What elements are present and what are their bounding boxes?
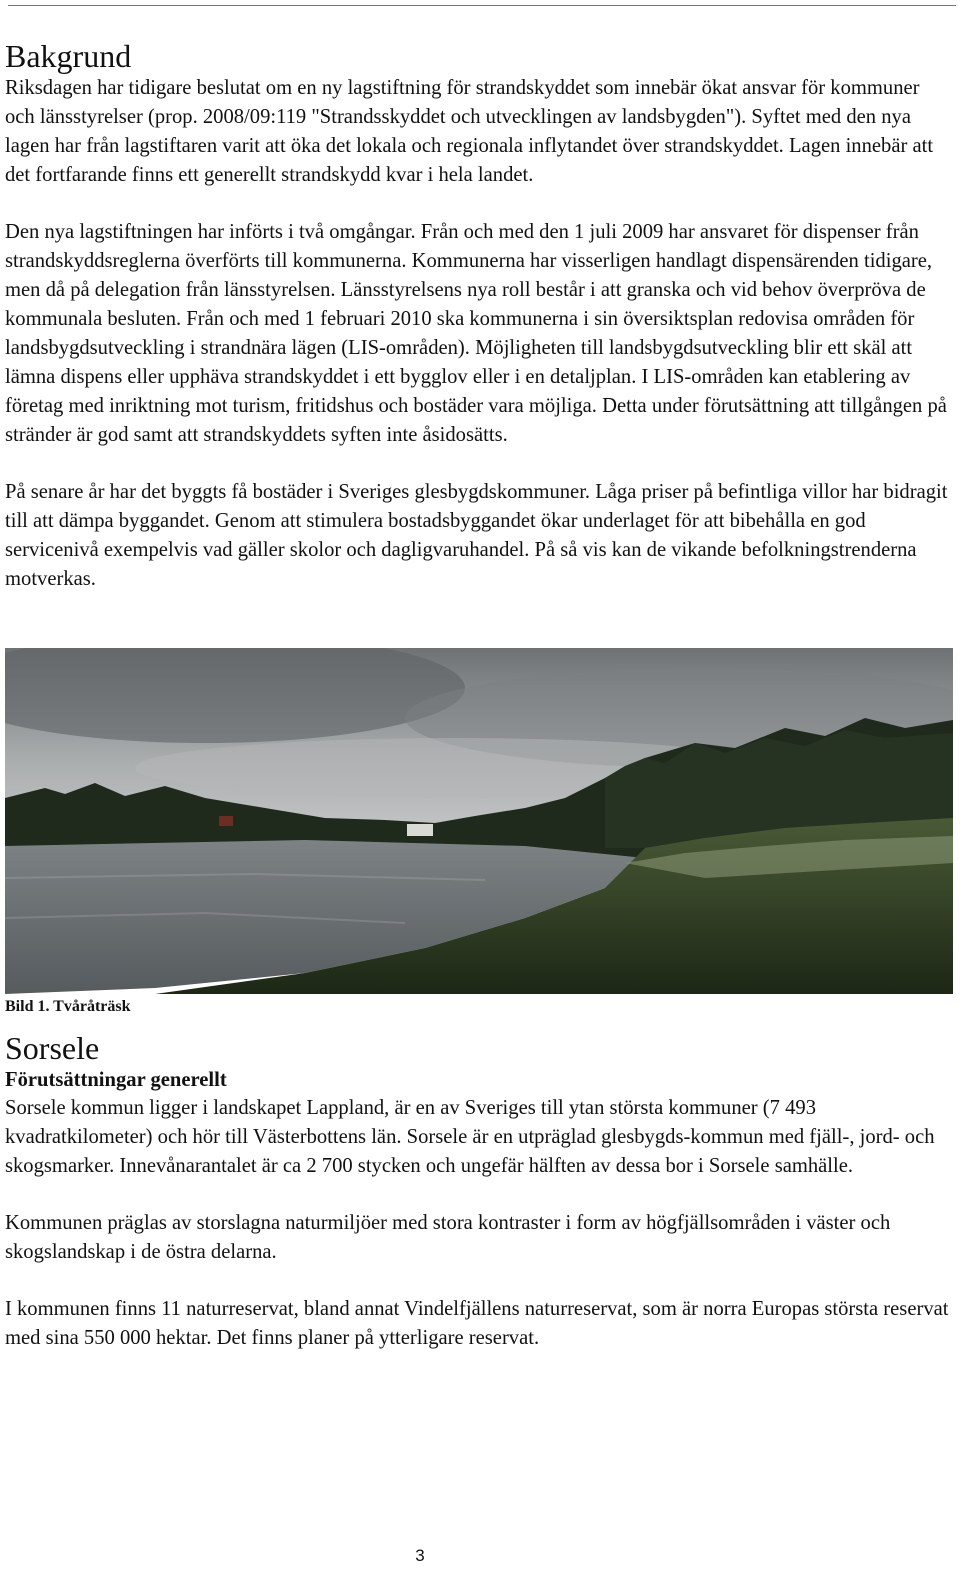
sorsele-paragraph-1: Sorsele kommun ligger i landskapet Lappland, är en av Sveriges till ytan största kommuner (7 493 kvadratkilometer) och hör till Västerbottens län. Sorsele är en utpräglad glesbygds-kommun med fjäll-, jord- och skogsmarker. Innevånarantalet är ca 2 700 stycken och ungefär hälften av dessa bor i Sorsele samhälle. [5,1097,935,1177]
subheading-forutsattningar: Förutsättningar generellt [5,1069,227,1091]
lake-photo-illustration [5,648,953,994]
page-number: 3 [415,1546,425,1565]
bakgrund-paragraph-1: Riksdagen har tidigare beslutat om en ny lagstiftning för strandskyddet som innebär ökat ansvar för kommuner och länsstyrelser (prop. 2008/09:119 "Strandsskyddet och utvecklingen av landsbygden"). Syftet med den nya lagen har från lagstiftaren varit att öka det lokala och regionala inflytandet över strandskyddet. Lagen innebär att det fortfarande finns ett generellt strandskydd kvar i hela landet. [5,77,934,186]
sorsele-paragraph-2: Kommunen präglas av storslagna naturmiljöer med stora kontraster i form av högfjällsområden i väster och skogslandskap i de östra delarna. [5,1212,891,1263]
top-rule [8,5,956,6]
lake-photo [5,648,953,994]
bakgrund-paragraph-3: På senare år har det byggts få bostäder i Sveriges glesbygdskommuner. Låga priser på befintliga villor har bidragit till att dämpa byggandet. Genom att stimulera bostadsbyggandet ökar underlaget för att bibehålla en god servicenivå exempelvis vad gäller skolor och dagligvaruhandel. På så vis kan de vikande befolkningstrenderna motverkas. [5,481,948,590]
page-content [5,38,953,1353]
photo-caption: Bild 1. Tvåråträsk [5,998,131,1015]
white-house [407,824,433,836]
red-house [219,816,233,826]
sorsele-paragraph-3: I kommunen finns 11 naturreservat, bland annat Vindelfjällens naturreservat, som är norra Europas största reservat med sina 550 000 hektar. Det finns planer på ytterligare reservat. [5,1298,949,1349]
section-heading-bakgrund: Bakgrund [5,38,132,74]
section-heading-sorsele: Sorsele [5,1030,100,1066]
bakgrund-paragraph-2: Den nya lagstiftningen har införts i två omgångar. Från och med den 1 juli 2009 har ansvaret för dispenser från strandskyddsreglerna överförts till kommunerna. Kommunerna har visserligen handlagt dispensärenden tidigare, men då på delegation från länsstyrelsen. Länsstyrelsens nya roll består i att granska och vid behov överpröva de kommunala besluten. Från och med 1 februari 2010 ska kommunerna i sin översiktsplan redovisa områden för landsbygdsutveckling i strandnära lägen (LIS-områden). Möjligheten till landsbygdsutveckling blir ett skäl att lämna dispens eller upphäva strandskyddet i ett bygglov eller i en detaljplan. I LIS-områden kan etablering av företag med inriktning mot turism, fritidshus och bostäder vara möjliga. Detta under förutsättning att tillgången på stränder är god samt att strandskyddets syften inte åsidosätts. [5,221,947,446]
